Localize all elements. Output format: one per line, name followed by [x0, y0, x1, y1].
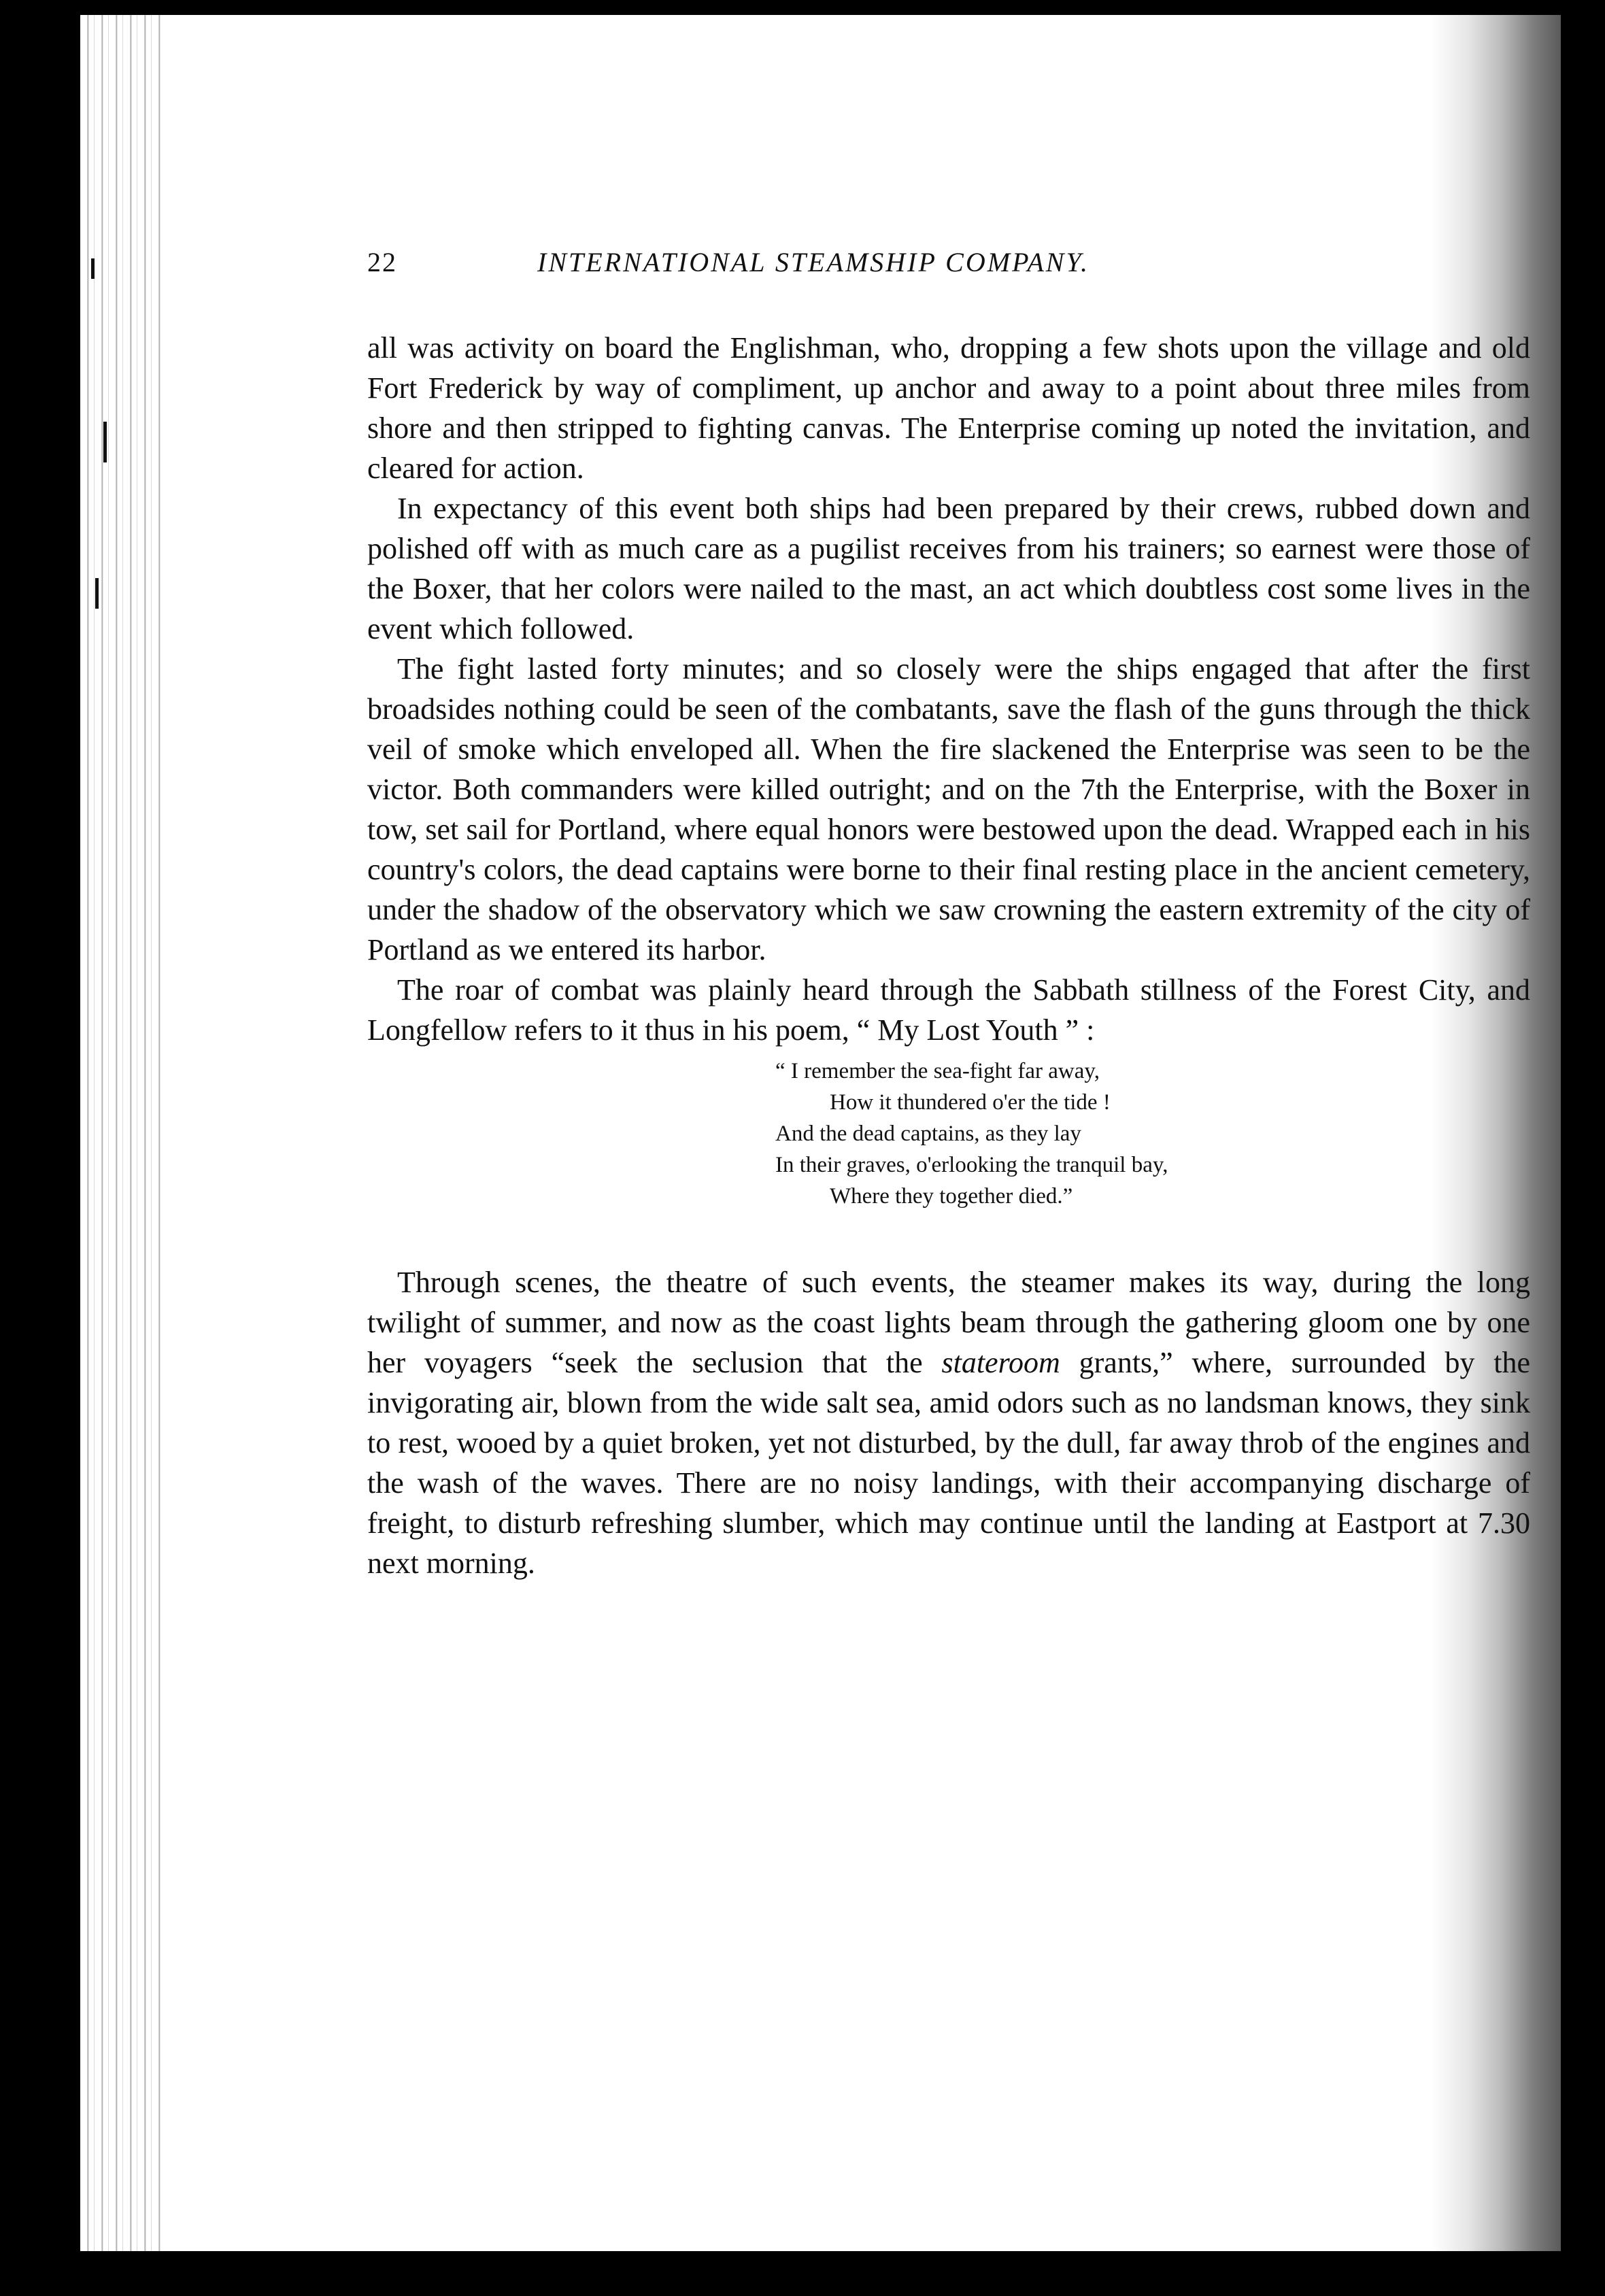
italic-word: stateroom [941, 1346, 1060, 1379]
edge-speck [91, 258, 95, 279]
paragraph [367, 1262, 1530, 1583]
paragraph: all was activity on board the Englishman, who, dropping a few shots upon the village and old Fort Frederick by way of compliment, up anchor and away to a point about three miles from shore and then stripped to fighting canvas. The Enterprise coming up noted the invitation, and cleared for action. [367, 331, 1530, 485]
book-page [163, 15, 1561, 2251]
poem-line: And the dead captains, as they lay [775, 1121, 1081, 1146]
paragraph: The fight lasted forty minutes; and so closely were the ships engaged that after the first broadsides nothing could be seen of the combatants, save the flash of the guns through the thick veil of smoke which enveloped all. When the fire slackened the Enterprise was seen to be the victor. Both commanders were killed outright; and on the 7th the Enterprise, with the Boxer in tow, set sail for Portland, where equal honors were bestowed upon the dead. Wrapped each in his country's colors, the dead captains were borne to their final resting place in the ancient cemetery, under the shadow of the observatory which we saw crowning the eastern extremity of the city of Portland as we entered its harbor. [367, 652, 1530, 966]
paragraph: The roar of combat was plainly heard through the Sabbath stillness of the Forest City, and Longfellow refers to it thus in his poem, “ My Lost Youth ” : [367, 973, 1530, 1047]
running-header [367, 246, 1387, 287]
paragraph-text: grants,” where, surrounded by the invigorating air, blown from the wide salt sea, amid odors such as no landsman knows, they sink to rest, wooed by a quiet broken, yet not disturbed, by the dull, far away throb of the engines and the wash of the waves. There are no noisy landings, with their accompanying discharge of freight, to disturb refreshing slumber, which may continue until the landing at Eastport at 7.30 next morning. [367, 1346, 1531, 1580]
poem-line: In their graves, o'erlooking the tranquil bay, [775, 1153, 1168, 1177]
running-title: INTERNATIONAL STEAMSHIP COMPANY. [537, 247, 1090, 277]
edge-speck [103, 422, 107, 462]
poem-line: How it thundered o'er the tide ! [830, 1090, 1111, 1115]
body-text [367, 328, 1530, 1583]
poem-line: Where they together died.” [830, 1184, 1073, 1209]
page-edges [80, 15, 175, 2251]
spacer [367, 1212, 1530, 1262]
paragraph-text: Through scenes, the theatre of such events, the steamer makes its way, during the long twilight of summer, and now as the coast lights beam through the gathering gloom one by one her voyagers “seek the seclusion that the [367, 1266, 1530, 1379]
poem-line: “ I remember the sea-fight far away, [775, 1059, 1100, 1083]
poem-quotation [367, 1056, 1530, 1212]
page-number: 22 [367, 247, 397, 277]
paragraph: In expectancy of this event both ships had been prepared by their crews, rubbed down and polished off with as much care as a pugilist receives from his trainers; so earnest were those of the Boxer, that her colors were nailed to the mast, an act which doubtless cost some lives in the event which followed. [367, 492, 1530, 645]
edge-speck [95, 578, 99, 609]
